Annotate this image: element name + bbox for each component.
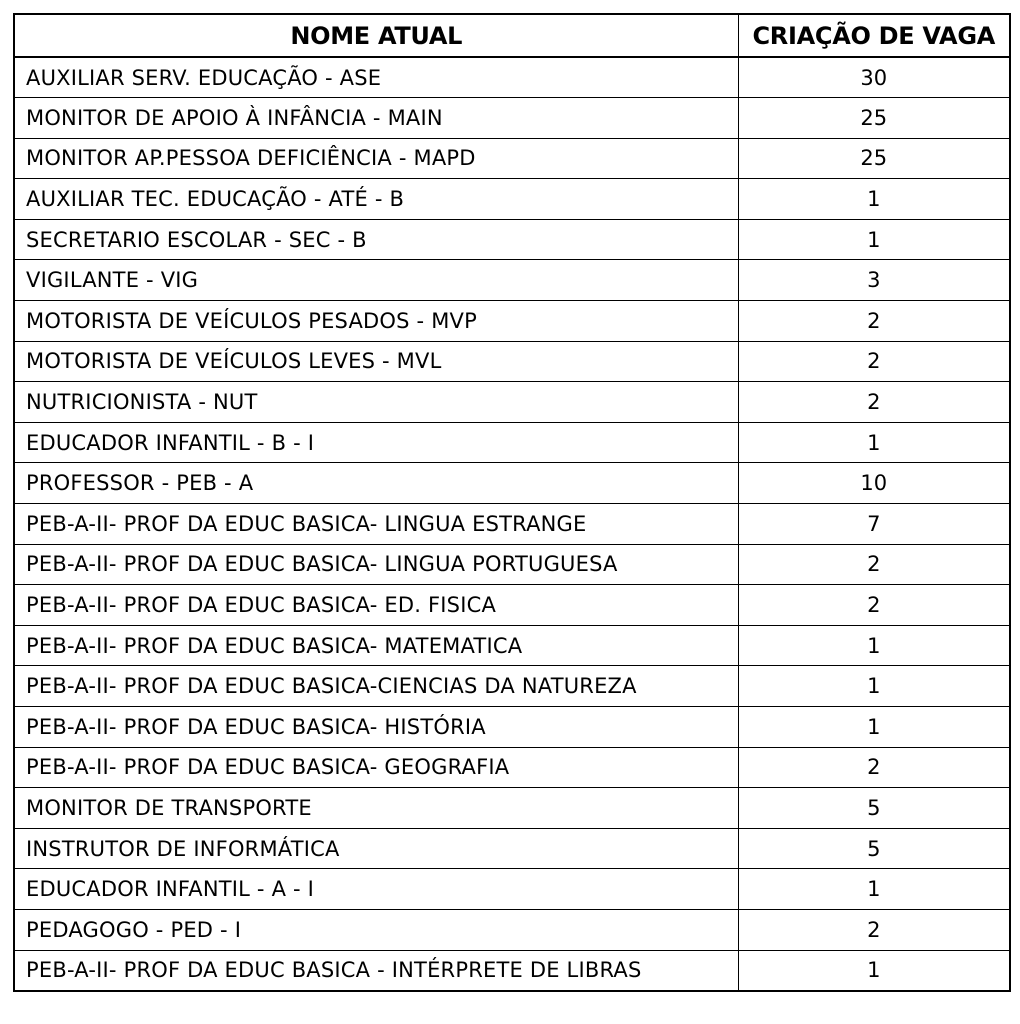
table-row <box>14 57 1010 98</box>
table-row <box>14 625 1010 666</box>
cell-criacao-de-vaga: 1 <box>738 950 1010 991</box>
cell-nome-atual: PROFESSOR - PEB - A <box>14 463 738 504</box>
cell-criacao-de-vaga: 30 <box>738 57 1010 98</box>
cell-nome-atual: PEB-A-II- PROF DA EDUC BASICA- LINGUA ESTRANGE <box>14 504 738 545</box>
table-row <box>14 585 1010 626</box>
table-row <box>14 463 1010 504</box>
table-row <box>14 747 1010 788</box>
table-row <box>14 707 1010 748</box>
table-row <box>14 301 1010 342</box>
table-row <box>14 666 1010 707</box>
cell-nome-atual: VIGILANTE - VIG <box>14 260 738 301</box>
cell-criacao-de-vaga: 2 <box>738 585 1010 626</box>
cell-nome-atual: INSTRUTOR DE INFORMÁTICA <box>14 828 738 869</box>
cell-criacao-de-vaga: 5 <box>738 828 1010 869</box>
table-row <box>14 382 1010 423</box>
cell-criacao-de-vaga: 1 <box>738 219 1010 260</box>
cell-nome-atual: AUXILIAR TEC. EDUCAÇÃO - ATÉ - B <box>14 179 738 220</box>
cell-nome-atual: PEB-A-II- PROF DA EDUC BASICA- LINGUA PORTUGUESA <box>14 544 738 585</box>
cell-criacao-de-vaga: 2 <box>738 341 1010 382</box>
cell-nome-atual: MOTORISTA DE VEÍCULOS LEVES - MVL <box>14 341 738 382</box>
cell-criacao-de-vaga: 1 <box>738 422 1010 463</box>
cell-criacao-de-vaga: 10 <box>738 463 1010 504</box>
cell-nome-atual: EDUCADOR INFANTIL - B - I <box>14 422 738 463</box>
header-row <box>14 14 1010 57</box>
table-row <box>14 544 1010 585</box>
cell-nome-atual: PEB-A-II- PROF DA EDUC BASICA- HISTÓRIA <box>14 707 738 748</box>
cell-nome-atual: PEB-A-II- PROF DA EDUC BASICA- GEOGRAFIA <box>14 747 738 788</box>
table-row <box>14 260 1010 301</box>
cell-criacao-de-vaga: 1 <box>738 179 1010 220</box>
cell-nome-atual: PEDAGOGO - PED - I <box>14 909 738 950</box>
table-header <box>14 14 1010 57</box>
cell-nome-atual: PEB-A-II- PROF DA EDUC BASICA - INTÉRPRETE DE LIBRAS <box>14 950 738 991</box>
table-row <box>14 828 1010 869</box>
cell-nome-atual: EDUCADOR INFANTIL - A - I <box>14 869 738 910</box>
cell-criacao-de-vaga: 1 <box>738 707 1010 748</box>
cell-criacao-de-vaga: 2 <box>738 909 1010 950</box>
cell-criacao-de-vaga: 7 <box>738 504 1010 545</box>
cell-nome-atual: MOTORISTA DE VEÍCULOS PESADOS - MVP <box>14 301 738 342</box>
cell-criacao-de-vaga: 2 <box>738 747 1010 788</box>
cell-nome-atual: AUXILIAR SERV. EDUCAÇÃO - ASE <box>14 57 738 98</box>
cell-criacao-de-vaga: 1 <box>738 869 1010 910</box>
cell-nome-atual: MONITOR DE TRANSPORTE <box>14 788 738 829</box>
vacancy-table <box>13 13 1011 992</box>
cell-nome-atual: MONITOR DE APOIO À INFÂNCIA - MAIN <box>14 98 738 139</box>
table-row <box>14 138 1010 179</box>
cell-criacao-de-vaga: 1 <box>738 666 1010 707</box>
table-body <box>14 57 1010 991</box>
cell-criacao-de-vaga: 3 <box>738 260 1010 301</box>
table-row <box>14 98 1010 139</box>
cell-criacao-de-vaga: 5 <box>738 788 1010 829</box>
table-row <box>14 422 1010 463</box>
cell-nome-atual: NUTRICIONISTA - NUT <box>14 382 738 423</box>
cell-nome-atual: PEB-A-II- PROF DA EDUC BASICA-CIENCIAS DA NATUREZA <box>14 666 738 707</box>
cell-criacao-de-vaga: 2 <box>738 382 1010 423</box>
cell-nome-atual: PEB-A-II- PROF DA EDUC BASICA- MATEMATICA <box>14 625 738 666</box>
table-row <box>14 179 1010 220</box>
cell-nome-atual: MONITOR AP.PESSOA DEFICIÊNCIA - MAPD <box>14 138 738 179</box>
table-row <box>14 219 1010 260</box>
table-row <box>14 341 1010 382</box>
cell-criacao-de-vaga: 2 <box>738 301 1010 342</box>
cell-nome-atual: SECRETARIO ESCOLAR - SEC - B <box>14 219 738 260</box>
table-row <box>14 950 1010 991</box>
table-row <box>14 909 1010 950</box>
table-row <box>14 869 1010 910</box>
header-nome-atual: NOME ATUAL <box>14 14 738 57</box>
cell-nome-atual: PEB-A-II- PROF DA EDUC BASICA- ED. FISICA <box>14 585 738 626</box>
cell-criacao-de-vaga: 1 <box>738 625 1010 666</box>
header-criacao-de-vaga: CRIAÇÃO DE VAGA <box>738 14 1010 57</box>
table-row <box>14 504 1010 545</box>
cell-criacao-de-vaga: 25 <box>738 98 1010 139</box>
cell-criacao-de-vaga: 25 <box>738 138 1010 179</box>
cell-criacao-de-vaga: 2 <box>738 544 1010 585</box>
table-row <box>14 788 1010 829</box>
